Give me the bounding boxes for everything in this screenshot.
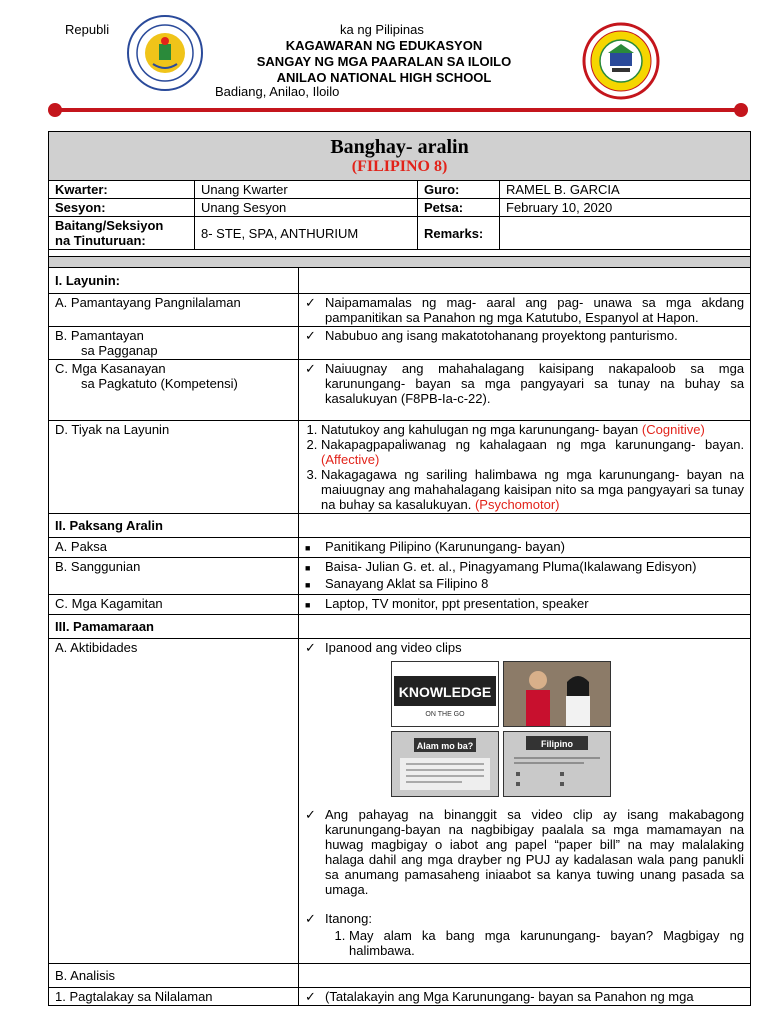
paksang-c-row: [49, 595, 751, 615]
bullet-square-icon: ■: [305, 580, 311, 590]
video-instruction: Ipanood ang video clips: [325, 640, 462, 655]
layunin-c-label: [49, 360, 299, 421]
check-icon: ✓: [305, 361, 316, 376]
paksang-b-text-1: Baisa- Julian G. et. al., Pinagyamang Pluma(Ikalawang Edisyon): [325, 559, 697, 574]
page-subtitle: (FILIPINO 8): [351, 158, 448, 175]
bullet-square-icon: ■: [305, 543, 311, 553]
paksang-heading: II. Paksang Aralin: [49, 514, 299, 538]
header-division: SANGAY NG MGA PAARALAN SA ILOILO: [256, 54, 512, 69]
layunin-b-row: [49, 327, 751, 360]
paksang-c-label: C. Mga Kagamitan: [49, 595, 299, 615]
layunin-d-list-cell: [299, 421, 751, 514]
baitang-label-2: na Tinuturuan:: [55, 233, 146, 248]
remarks-value: [500, 217, 751, 250]
tiyak-na-layunin-list: [305, 422, 744, 512]
layunin-b-text-cell: [299, 327, 751, 360]
paksang-heading-row: [49, 514, 751, 538]
layunin-c-label-2: sa Pagkatuto (Kompetensi): [81, 376, 238, 391]
check-icon: ✓: [305, 328, 316, 343]
sesyon-value: Unang Sesyon: [195, 199, 418, 217]
paksang-c-text: Laptop, TV monitor, ppt presentation, speaker: [325, 596, 589, 611]
thumb-alam-text: Alam mo ba?: [416, 741, 474, 751]
remarks-label: Remarks:: [418, 217, 500, 250]
paksang-b-text-2: Sanayang Aklat sa Filipino 8: [325, 576, 489, 591]
layunin-b-label: [49, 327, 299, 360]
paksang-b-label: B. Sanggunian: [49, 558, 299, 595]
ang-pahayag-text: Ang pahayag na binanggit sa video clip ay isang makabagong karunungang-bayan na nagbibigay paalala sa mga mamamayan na huwag magbigay o iabot ang papel “paper bill” na may malalaking halaga dahil ang mga drayber ng PUJ ay kadalasan wala pang panukli sa anumang pamasaheng iniaabot sa kanya tuwing unang pasada sa umaga.: [325, 807, 745, 897]
itanong-item: 1. May alam ka bang mga karunungang- bayan? Magbigay ng halimbawa.: [349, 928, 744, 958]
header-divider: [58, 108, 740, 112]
thumb-alam-mo-ba: [391, 731, 499, 797]
aktibidades-row: [49, 639, 751, 964]
domain-tag: (Affective): [321, 452, 380, 467]
layunin-b-label-1: B. Pamantayan: [55, 328, 144, 343]
info-row-sesyon: [49, 199, 751, 217]
layunin-heading: I. Layunin:: [49, 268, 299, 294]
baitang-value: 8- STE, SPA, ANTHURIUM: [195, 217, 418, 250]
header-line1-left: Republi: [65, 22, 110, 37]
itanong-list: [325, 928, 744, 958]
thumb-filipino: [503, 731, 611, 797]
thumb-filipino-text: Filipino: [541, 739, 573, 749]
layunin-d-row: [49, 421, 751, 514]
pamamaraan-heading-row: [49, 615, 751, 639]
layunin-c-text-cell: [299, 360, 751, 421]
layunin-d-item: 3. Nakagagawa ng sariling halimbawa ng mga karunungang- bayan na maiuugnay ang mahahalagang kaisipan nito sa mga pangyayari sa tunay na buhay sa kasalukuyan. (Psychomotor): [321, 467, 744, 512]
check-icon: ✓: [305, 989, 316, 1004]
grey-divider-row: [49, 257, 751, 268]
paksang-a-label: A. Paksa: [49, 538, 299, 558]
check-icon: ✓: [305, 295, 316, 310]
video-thumbnails: [391, 661, 611, 801]
domain-tag: (Psychomotor): [474, 497, 560, 512]
lesson-plan-table: [48, 131, 751, 1006]
header-address: Badiang, Anilao, Iloilo: [215, 84, 340, 99]
petsa-value: February 10, 2020: [500, 199, 751, 217]
layunin-a-row: [49, 294, 751, 327]
analisis-row: [49, 964, 751, 988]
thumb-knowledge-subtext: ON THE GO: [425, 711, 465, 718]
header-school: ANILAO NATIONAL HIGH SCHOOL: [276, 70, 492, 85]
petsa-label: Petsa:: [418, 199, 500, 217]
pagtalakay-label: 1. Pagtalakay sa Nilalaman: [49, 988, 299, 1006]
header-agency: KAGAWARAN NG EDUKASYON: [285, 38, 483, 53]
paksang-a-text: Panitikang Pilipino (Karunungang- bayan): [325, 539, 565, 554]
info-row-baitang: [49, 217, 751, 250]
paksang-a-row: [49, 538, 751, 558]
presenters-photo: [504, 662, 610, 726]
school-seal-logo: [582, 22, 660, 100]
pagtalakay-row: [49, 988, 751, 1006]
info-row-kwarter: [49, 181, 751, 199]
layunin-heading-row: [49, 268, 751, 294]
layunin-c-label-1: C. Mga Kasanayan: [55, 361, 166, 376]
kwarter-label: Kwarter:: [49, 181, 195, 199]
layunin-b-label-2: sa Pagganap: [81, 343, 158, 358]
kwarter-value: Unang Kwarter: [195, 181, 418, 199]
pamamaraan-heading: III. Pamamaraan: [49, 615, 299, 639]
baitang-label-1: Baitang/Seksiyon: [55, 218, 164, 233]
knowledge-banner-image: [392, 662, 498, 726]
pagtalakay-text: (Tatalakayin ang Mga Karunungang- bayan sa Panahon ng mga: [325, 989, 694, 1004]
layunin-c-row: [49, 360, 751, 421]
guro-label: Guro:: [418, 181, 500, 199]
layunin-c-text: Naiuugnay ang mahahalagang kaisipang nakapaloob sa mga karunungang- bayan sa mga pangyayari sa tunay na buhay sa kasalukuyan (F8PB-Ia-c-22).: [325, 361, 745, 406]
thumb-presenters: [503, 661, 611, 727]
check-icon: ✓: [305, 807, 316, 822]
layunin-a-text-cell: [299, 294, 751, 327]
layunin-d-label: D. Tiyak na Layunin: [49, 421, 299, 514]
check-icon: ✓: [305, 911, 316, 926]
thumb-knowledge: [391, 661, 499, 727]
layunin-d-item: 1. Natutukoy ang kahulugan ng mga karunungang- bayan (Cognitive): [321, 422, 744, 437]
bullet-square-icon: ■: [305, 563, 311, 573]
domain-tag: (Cognitive): [641, 422, 705, 437]
aktibidades-label: A. Aktibidades: [49, 639, 299, 964]
bullet-square-icon: ■: [305, 600, 311, 610]
layunin-a-label: A. Pamantayang Pangnilalaman: [49, 294, 299, 327]
sesyon-label: Sesyon:: [49, 199, 195, 217]
title-row: [49, 132, 751, 181]
itanong-label: Itanong:: [325, 911, 372, 926]
layunin-b-text: Nabubuo ang isang makatotohanang proyektong panturismo.: [325, 328, 678, 343]
title-cell: [49, 132, 751, 181]
analisis-label: B. Analisis: [49, 964, 299, 988]
spacer-row: [49, 250, 751, 257]
thumb-knowledge-text: KNOWLEDGE: [398, 684, 492, 700]
header-line1-right: ka ng Pilipinas: [340, 22, 424, 37]
check-icon: ✓: [305, 640, 316, 655]
rule-end-right: [734, 103, 748, 117]
baitang-label: [49, 217, 195, 250]
guro-value: RAMEL B. GARCIA: [500, 181, 751, 199]
aktibidades-cell: [299, 639, 751, 964]
layunin-a-text: Naipamamalas ng mag- aaral ang pag- unawa sa mga akdang pampanitikan sa Panahon ng mga Katutubo, Espanyol at Hapon.: [325, 295, 745, 325]
paksang-b-row: [49, 558, 751, 595]
page-title: Banghay- aralin: [330, 136, 469, 158]
layunin-d-item: 2. Nakapagpapaliwanag ng kahalagaan ng mga karunungang- bayan. (Affective): [321, 437, 744, 467]
